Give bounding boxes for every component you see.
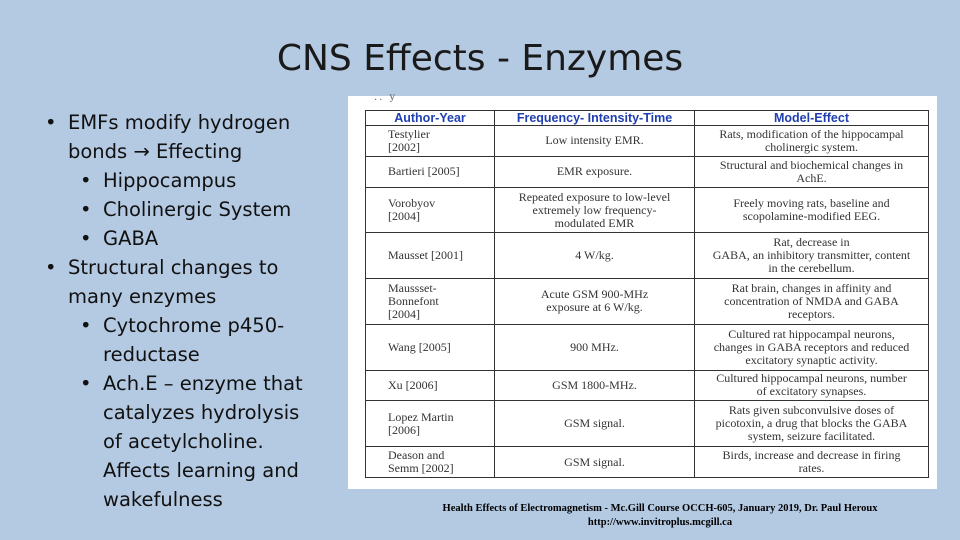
sub-bullet-item xyxy=(45,224,335,253)
table-row xyxy=(366,324,929,370)
cell-frequency xyxy=(495,126,695,157)
bullet-marker: • xyxy=(80,198,92,221)
bullet-marker: • xyxy=(80,227,92,250)
cell-line: in the cerebellum. xyxy=(768,261,855,276)
cell-line: Rat, decrease in xyxy=(773,235,850,250)
sub-bullet-item xyxy=(45,398,335,427)
cell-line: system, seizure facilitated. xyxy=(747,429,876,444)
cell-line: Lopez Martin xyxy=(388,409,454,424)
sub-bullet-item xyxy=(45,340,335,369)
bullet-list xyxy=(45,108,335,514)
bullet-marker: • xyxy=(45,256,57,279)
bullet-item xyxy=(45,282,335,311)
cell-model-effect xyxy=(695,156,929,187)
cell-line: cholinergic system. xyxy=(764,139,859,154)
bullet-marker: • xyxy=(80,169,92,192)
sub-bullet-item xyxy=(45,311,335,340)
cell-line: changes in GABA receptors and reduced xyxy=(713,339,910,354)
studies-table xyxy=(365,110,929,478)
cell-model-effect xyxy=(695,187,929,233)
cell-line: Low intensity EMR. xyxy=(545,133,644,148)
cell-line: exposure at 6 W/kg. xyxy=(546,300,643,315)
table-row xyxy=(366,279,929,325)
table-row xyxy=(366,401,929,447)
cell-author-year xyxy=(366,187,495,233)
bullet-marker: • xyxy=(80,314,92,337)
cell-model-effect xyxy=(695,370,929,401)
sub-bullet-item xyxy=(45,369,335,398)
cell-line: Deason and xyxy=(388,448,445,463)
cell-line: modulated EMR xyxy=(554,215,635,230)
bullet-text: GABA xyxy=(103,227,159,250)
table-figure xyxy=(348,92,937,489)
cell-author-year xyxy=(366,126,495,157)
cell-line: concentration of NMDA and GABA xyxy=(724,293,899,308)
bullet-text: Structural changes to xyxy=(68,256,279,279)
bullet-text: Cytochrome p450- xyxy=(103,314,285,337)
cell-line: rates. xyxy=(798,461,825,476)
cell-line: Freely moving rats, baseline and xyxy=(733,196,890,211)
table-row xyxy=(366,126,929,157)
cell-line: Cultured rat hippocampal neurons, xyxy=(728,326,895,341)
cell-frequency xyxy=(495,279,695,325)
cell-line: GSM 1800-MHz. xyxy=(552,377,637,392)
cell-line: Xu [2006] xyxy=(388,377,438,392)
bullet-text: Affects learning and xyxy=(103,459,299,482)
sub-bullet-item xyxy=(45,427,335,456)
cell-frequency xyxy=(495,187,695,233)
sub-bullet-item xyxy=(45,166,335,195)
cell-line: Wang [2005] xyxy=(388,339,451,354)
citation-footer xyxy=(360,502,960,530)
cell-line: Birds, increase and decrease in firing xyxy=(722,448,901,463)
cell-author-year xyxy=(366,324,495,370)
header-frequency: Frequency- Intensity-Time xyxy=(495,111,695,126)
cell-line: Maussset- xyxy=(388,280,437,295)
cell-line: GABA, an inhibitory transmitter, content xyxy=(712,248,911,263)
table-row xyxy=(366,233,929,279)
cell-line: AchE. xyxy=(796,170,827,185)
sub-bullet-item xyxy=(45,456,335,485)
cell-line: extremely low frequency- xyxy=(532,202,657,217)
cell-author-year xyxy=(366,401,495,447)
cell-line: 900 MHz. xyxy=(570,339,619,354)
cell-line: Acute GSM 900-MHz xyxy=(540,287,649,302)
cell-line: Bartieri [2005] xyxy=(388,164,460,179)
cell-line: Mausset [2001] xyxy=(388,248,463,263)
cell-model-effect xyxy=(695,279,929,325)
cell-line: of excitatory synapses. xyxy=(756,384,867,399)
citation-line: Health Effects of Electromagnetism - Mc.Gill Course OCCH-605, January 2019, Dr. Paul Heroux xyxy=(442,503,878,514)
cell-line: Testylier xyxy=(388,126,430,141)
cell-author-year xyxy=(366,279,495,325)
cell-line: Rats, modification of the hippocampal xyxy=(719,126,904,141)
table-header-row xyxy=(366,111,929,126)
cropped-caption-fragment: .. y xyxy=(374,92,398,103)
cell-author-year xyxy=(366,370,495,401)
cell-author-year xyxy=(366,233,495,279)
cell-model-effect xyxy=(695,324,929,370)
cell-model-effect xyxy=(695,401,929,447)
bullet-item xyxy=(45,253,335,282)
bullet-text: wakefulness xyxy=(103,488,223,511)
cell-line: scopolamine-modified EEG. xyxy=(742,209,881,224)
cell-line: Repeated exposure to low-level xyxy=(518,189,671,204)
bullet-text: Cholinergic System xyxy=(103,198,292,221)
cell-author-year xyxy=(366,156,495,187)
bullet-text: of acetylcholine. xyxy=(103,430,264,453)
cell-line: [2002] xyxy=(388,139,420,154)
header-model-effect: Model-Effect xyxy=(695,111,929,126)
bullet-text: bonds → Effecting xyxy=(68,140,243,163)
bullet-text: EMFs modify hydrogen xyxy=(68,111,291,134)
cell-line: 4 W/kg. xyxy=(575,248,614,263)
bullet-item xyxy=(45,137,335,166)
cell-frequency xyxy=(495,156,695,187)
cell-line: Cultured hippocampal neurons, number xyxy=(716,371,907,386)
table-row xyxy=(366,187,929,233)
cell-line: EMR exposure. xyxy=(556,164,633,179)
bullet-text: catalyzes hydrolysis xyxy=(103,401,300,424)
cell-line: Semm [2002] xyxy=(388,461,454,476)
bullet-text: many enzymes xyxy=(68,285,217,308)
cell-model-effect xyxy=(695,233,929,279)
slide-title: CNS Effects - Enzymes xyxy=(276,38,684,79)
sub-bullet-item xyxy=(45,195,335,224)
header-author-year: Author-Year xyxy=(366,111,495,126)
cell-line: [2004] xyxy=(388,209,420,224)
cell-line: Vorobyov xyxy=(388,196,436,211)
cell-line: Rats given subconvulsive doses of xyxy=(728,403,895,418)
table-row xyxy=(366,447,929,478)
cell-frequency xyxy=(495,447,695,478)
cell-line: Bonnefont xyxy=(388,293,439,308)
bullet-text: reductase xyxy=(103,343,200,366)
cell-model-effect xyxy=(695,447,929,478)
cell-line: GSM signal. xyxy=(564,454,625,469)
cell-line: Structural and biochemical changes in xyxy=(719,157,904,172)
cell-line: excitatory synaptic activity. xyxy=(745,352,878,367)
cell-frequency xyxy=(495,324,695,370)
cell-model-effect xyxy=(695,126,929,157)
bullet-text: Hippocampus xyxy=(103,169,237,192)
cell-author-year xyxy=(366,447,495,478)
cell-line: picotoxin, a drug that blocks the GABA xyxy=(715,416,908,431)
bullet-marker: • xyxy=(45,111,57,134)
table-row xyxy=(366,156,929,187)
citation-url: http://www.invitroplus.mcgill.ca xyxy=(587,517,733,528)
table-row xyxy=(366,370,929,401)
bullet-marker: • xyxy=(80,372,92,395)
cell-line: GSM signal. xyxy=(564,416,625,431)
bullet-item xyxy=(45,108,335,137)
sub-bullet-item xyxy=(45,485,335,514)
cell-line: receptors. xyxy=(788,306,835,321)
bullet-text: Ach.E – enzyme that xyxy=(103,372,303,395)
cell-line: [2006] xyxy=(388,422,420,437)
cell-line: [2004] xyxy=(388,306,420,321)
cell-frequency xyxy=(495,370,695,401)
cell-line: Rat brain, changes in affinity and xyxy=(731,280,892,295)
cell-frequency xyxy=(495,233,695,279)
cell-frequency xyxy=(495,401,695,447)
